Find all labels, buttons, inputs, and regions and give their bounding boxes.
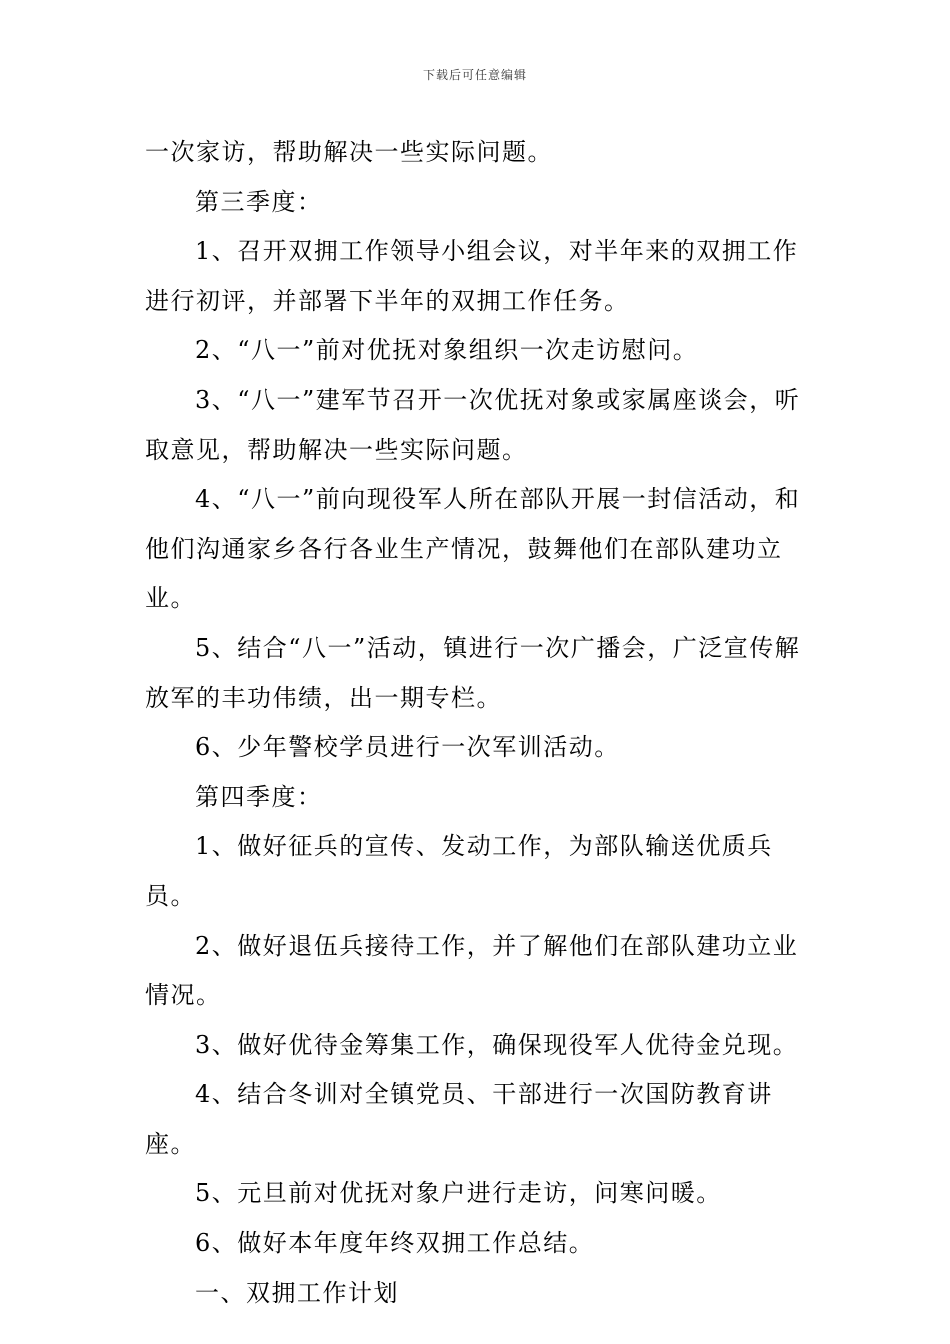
paragraph: 4、“八一”前向现役军人所在部队开展一封信活动，和他们沟通家乡各行各业生产情况，鼓舞他们在部队建功立业。	[145, 485, 801, 613]
paragraph: 3、“八一”建军节召开一次优抚对象或家属座谈会，听取意见，帮助解决一些实际问题。	[145, 385, 801, 464]
paragraph: 2、“八一”前对优抚对象组织一次走访慰问。	[195, 336, 699, 365]
document-body	[145, 128, 815, 1318]
paragraph: 1、做好征兵的宣传、发动工作，为部队输送优质兵员。	[145, 832, 773, 910]
paragraph: 一次家访，帮助解决一些实际问题。	[145, 138, 553, 166]
paragraph: 5、元旦前对优抚对象户进行走访，问寒问暖。	[195, 1179, 722, 1208]
header-note: 下载后可任意编辑	[422, 68, 527, 82]
section-heading: 一、双拥工作计划	[195, 1278, 399, 1307]
paragraph: 1、召开双拥工作领导小组会议，对半年来的双拥工作进行初评，并部署下半年的双拥工作任务。	[145, 237, 799, 315]
paragraph: 6、少年警校学员进行一次军训活动。	[195, 733, 620, 762]
paragraph: 2、做好退伍兵接待工作，并了解他们在部队建功立业情况。	[145, 931, 799, 1010]
section-heading-q3: 第三季度：	[195, 187, 323, 216]
paragraph: 4、结合冬训对全镇党员、干部进行一次国防教育讲座。	[145, 1080, 773, 1158]
section-heading-q4: 第四季度：	[195, 782, 323, 811]
paragraph: 3、做好优待金筹集工作，确保现役军人优待金兑现。	[195, 1030, 799, 1059]
paragraph: 5、结合“八一”活动，镇进行一次广播会，广泛宣传解放军的丰功伟绩，出一期专栏。	[145, 633, 801, 712]
paragraph: 6、做好本年度年终双拥工作总结。	[195, 1229, 595, 1258]
